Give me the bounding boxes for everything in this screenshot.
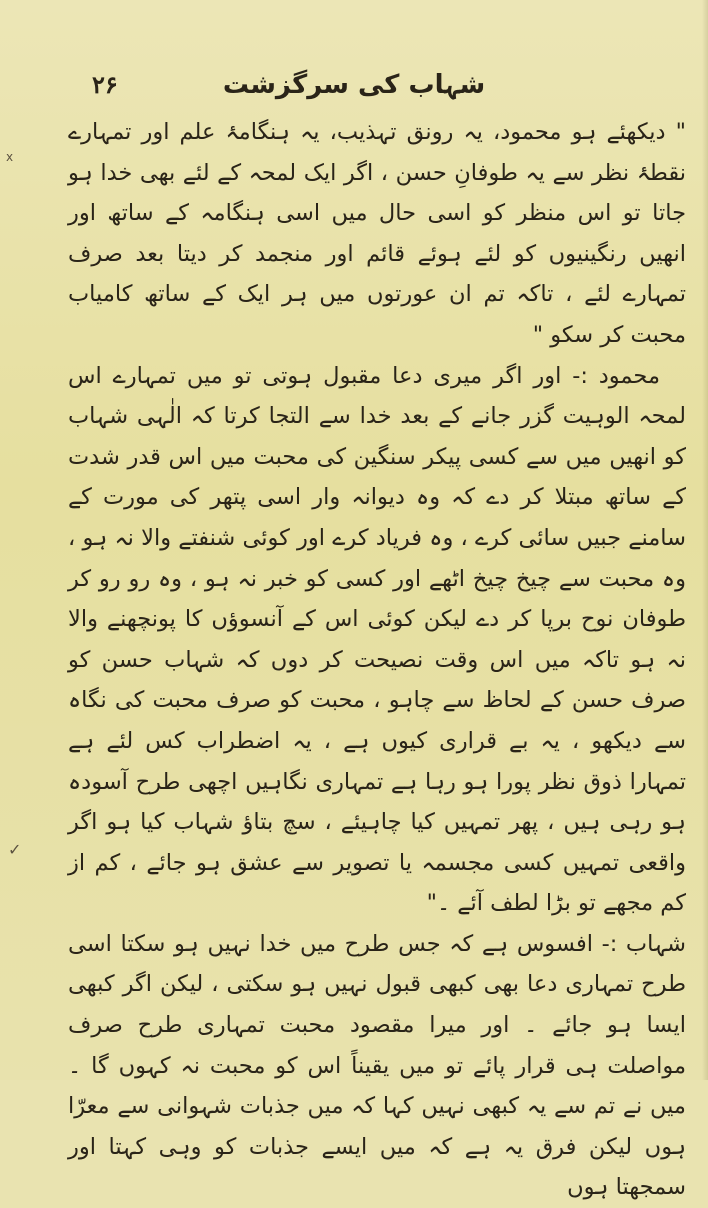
paragraph: شہاب :- افسوس ہے کہ جس طرح میں خدا نہیں ہو سکتا اسی طرح تمہاری دعا بھی کبھی قبول نہیں ہو سکتی ، لیکن اگر کبھی ایسا ہو جائے ۔ اور میرا مقصود محبت تمہاری طرح صرف مواصلت ہی قرار پائے تو میں یقیناً اس کو محبت نہ کہوں گا ۔ میں نے تم سے یہ کبھی نہیں کہا کہ میں جذبات شہوانی سے معرّا ہوں لیکن فرق یہ ہے کہ میں ایسے جذبات کو وہی کہتا اور سمجھتا ہوں [68,930,686,1201]
margin-check-mark: ✓ [8,840,22,859]
paragraph: " دیکھئے ہو محمود، یہ رونق تہذیب، یہ ہنگامۂ علم اور تمہارے نقطۂ نظر سے یہ طوفانِ حسن ، اگر ایک لمحہ کے لئے بھی خدا ہو جاتا تو اس منظر کو اسی حال میں اسی ہنگامہ کے ساتھ اور انھیں رنگینیوں کو لئے ہوئے قائم اور منجمد کر دیتا بعد صرف تمہارے لئے ، تاکہ تم ان عورتوں میں ہر ایک کے ساتھ کامیاب محبت کر سکو " [68,119,686,348]
body-text [68,112,686,1208]
page-edge-shadow [702,0,708,1080]
margin-mark: x [6,150,14,164]
running-title: شہاب کی سرگزشت [222,70,486,100]
page-number: ۲۶ [92,70,118,99]
paragraph: محمود :- اور اگر میری دعا مقبول ہوتی تو میں تمہارے اس لمحہ الوہیت گزر جانے کے بعد خدا سے التجا کرتا کہ الٰہی شہاب کو انھیں میں سے کسی پیکر سنگین کی محبت میں اس قدر شدت کے ساتھ مبتلا کر دے کہ وہ دیوانہ وار اسی پتھر کی مورت کے سامنے جبیں سائی کرے ، وہ فریاد کرے اور کوئی شنفتے والا نہ ہو ، وہ محبت سے چیخ چیخ اٹھے اور کسی کو خبر نہ ہو ، وہ رو رو کر طوفان نوح برپا کر دے لیکن کوئی اس کے آنسوؤں کا پونچھنے والا نہ ہو تاکہ میں اس وقت نصیحت کر دوں کہ شہاب حسن کو صرف حسن کے لحاظ سے چاہو ، محبت کو صرف محبت کی نگاہ سے دیکھو ، یہ بے قراری کیوں ہے ، یہ اضطراب کس لئے ہے تمہارا ذوق نظر پورا ہو رہا ہے تمہاری نگاہیں اچھی طرح آسودہ ہو رہی ہیں ، پھر تمہیں کیا چاہیئے ، سچ بتاؤ شہاب کیا ہو اگر واقعی تمہیں کسی مجسمہ یا تصویر سے عشق ہو جائے ، کم از کم مجھے تو بڑا لطف آئے ۔" [68,362,686,917]
